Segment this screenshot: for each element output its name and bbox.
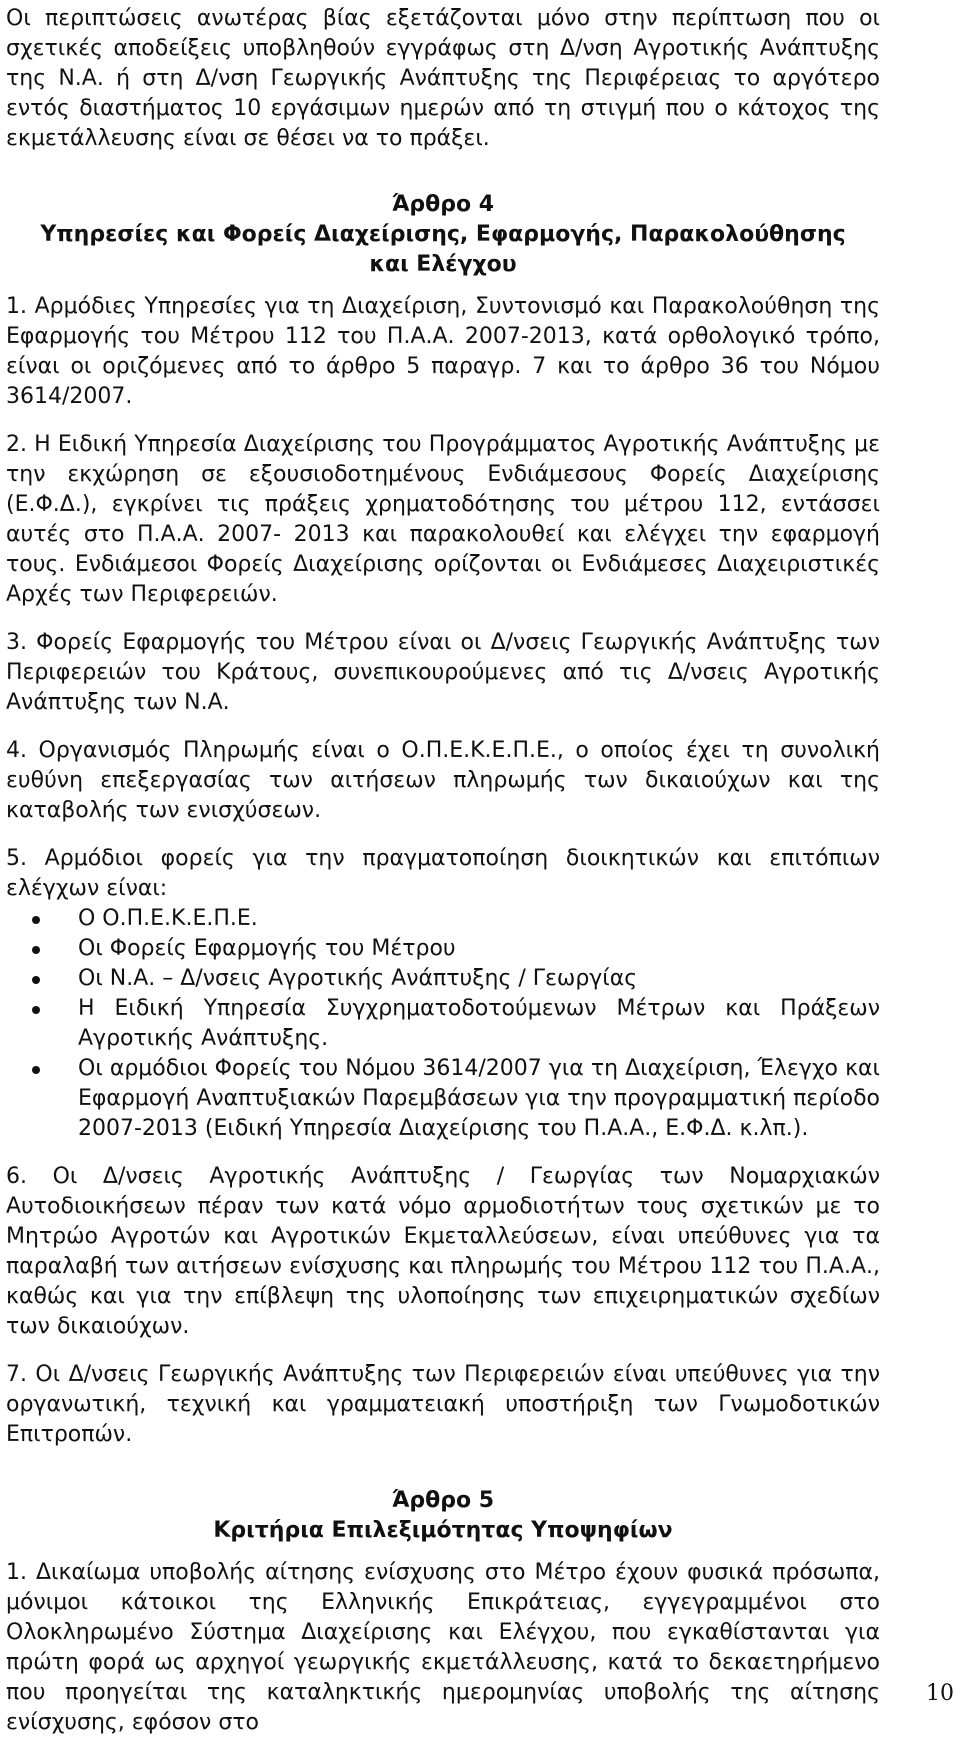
article-5-paragraph-1: 1. Δικαίωμα υποβολής αίτησης ενίσχυσης στο Μέτρο έχουν φυσικά πρόσωπα, μόνιμοι κάτοικοι της Ελληνικής Επικράτειας, εγγεγραμμένοι στο Ολοκληρωμένο Σύστημα Διαχείρισης και Ελέγχου, που εγκαθίστανται για πρώτη φορά ως αρχηγοί γεωργικής εκμετάλλευσης, κατά το δεκαετηρήμενο που προηγείται της καταληκτικής ημερομηνίας υποβολής της αίτησης ενίσχυσης, εφόσον στο [6,1560,880,1735]
list-item: Οι αρμόδιοι Φορείς του Νόμου 3614/2007 για τη Διαχείριση, Έλεγχο και Εφαρμογή Αναπτυξιακών Παρεμβάσεων για την προγραμματική περίοδο 2007-2013 (Ειδική Υπηρεσία Διαχείρισης του Π.Α.Α., Ε.Φ.Δ. κ.λπ.). [6,1054,880,1144]
document-body [6,4,880,1738]
article-4-title: Υπηρεσίες και Φορείς Διαχείρισης, Εφαρμογής, Παρακολούθησης και Ελέγχου [40,222,846,277]
article-5-title: Κριτήρια Επιλεξιμότητας Υποψηφίων [213,1518,673,1543]
bullet-icon [32,916,40,924]
intro-paragraph: Οι περιπτώσεις ανωτέρας βίας εξετάζονται μόνο στην περίπτωση που οι σχετικές αποδείξεις υποβληθούν εγγράφως στη Δ/νση Αγροτικής Ανάπτυξης της Ν.Α. ή στη Δ/νση Γεωργικής Ανάπτυξης της Περιφέρειας το αργότερο εντός διαστήματος 10 εργάσιμων ημερών από τη στιγμή που ο κάτοχος της εκμετάλλευσης είναι σε θέσει να το πράξει. [6,6,880,151]
list-item: Οι Φορείς Εφαρμογής του Μέτρου [6,934,880,964]
bullet-icon [32,946,40,954]
page-number: 10 [926,1681,954,1706]
article-4-paragraph-6: 6. Οι Δ/νσεις Αγροτικής Ανάπτυξης / Γεωργίας των Νομαρχιακών Αυτοδιοικήσεων πέραν των κατά νόμο αρμοδιοτήτων τους σχετικών με το Μητρώο Αγροτών και Αγροτικών Εκμεταλλεύσεων, είναι υπεύθυνες για τα παραλαβή των αιτήσεων ενίσχυσης και πληρωμής του Μέτρου 112 του Π.Α.Α., καθώς και για την επίβλεψη της υλοποίησης των επιχειρηματικών σχεδίων των δικαιούχων. [6,1164,880,1339]
article-5-number: Άρθρο 5 [391,1488,495,1513]
article-4-paragraph-5: 5. Αρμόδιοι φορείς για την πραγματοποίηση διοικητικών και επιτόπιων ελέγχων είναι: [6,846,880,901]
list-item: Ο Ο.Π.Ε.Κ.Ε.Π.Ε. [6,904,880,934]
bullet-icon [32,976,40,984]
list-item: Η Ειδική Υπηρεσία Συγχρηματοδοτούμενων Μέτρων και Πράξεων Αγροτικής Ανάπτυξης. [6,994,880,1054]
article-4-paragraph-3: 3. Φορείς Εφαρμογής του Μέτρου είναι οι Δ/νσεις Γεωργικής Ανάπτυξης των Περιφερειών του Κράτους, συνεπικουρούμενες από τις Δ/νσεις Αγροτικής Ανάπτυξης των Ν.Α. [6,630,880,715]
article-4-paragraph-7: 7. Οι Δ/νσεις Γεωργικής Ανάπτυξης των Περιφερειών είναι υπεύθυνες για την οργανωτική, τεχνική και γραμματειακή υποστήριξη των Γνωμοδοτικών Επιτροπών. [6,1362,880,1447]
bullet-icon [32,1066,40,1074]
article-4-paragraph-4: 4. Οργανισμός Πληρωμής είναι ο Ο.Π.Ε.Κ.Ε.Π.Ε., ο οποίος έχει τη συνολική ευθύνη επεξεργασίας των αιτήσεων πληρωμής των δικαιούχων και της καταβολής των ενισχύσεων. [6,738,880,823]
controls-bullet-list [6,904,880,1144]
article-4-paragraph-1: 1. Αρμόδιες Υπηρεσίες για τη Διαχείριση, Συντονισμό και Παρακολούθηση της Εφαρμογής του Μέτρου 112 του Π.Α.Α. 2007-2013, κατά ορθολογικό τρόπο, είναι οι οριζόμενες από το άρθρο 5 παραγρ. 7 και το άρθρο 36 του Νόμου 3614/2007. [6,294,880,409]
list-item: Οι Ν.Α. – Δ/νσεις Αγροτικής Ανάπτυξης / Γεωργίας [6,964,880,994]
article-4-number: Άρθρο 4 [391,192,495,217]
article-4-paragraph-2: 2. Η Ειδική Υπηρεσία Διαχείρισης του Προγράμματος Αγροτικής Ανάπτυξης με την εκχώρηση σε εξουσιοδοτημένους Ενδιάμεσους Φορείς Διαχείρισης (Ε.Φ.Δ.), εγκρίνει τις πράξεις χρηματοδότησης του μέτρου 112, εντάσσει αυτές στο Π.Α.Α. 2007- 2013 και παρακολουθεί και ελέγχει την εφαρμογή τους. Ενδιάμεσοι Φορείς Διαχείρισης ορίζονται οι Ενδιάμεσες Διαχειριστικές Αρχές των Περιφερειών. [6,432,880,607]
bullet-icon [32,1006,40,1014]
